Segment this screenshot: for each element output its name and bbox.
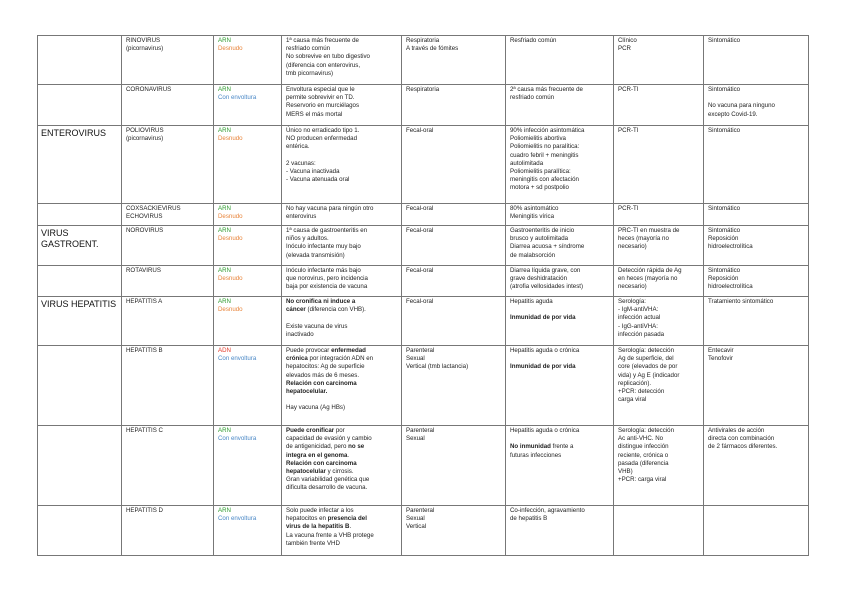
treatment-cell: Sintomático No vacuna para ninguno excepto Covid-19. <box>704 85 809 126</box>
table-row <box>38 346 809 426</box>
treatment-cell: Sintomático Reposición hidroelectrolítica <box>704 266 809 297</box>
clinic-cell: 2ª causa más frecuente de resfriado común <box>506 85 614 126</box>
clinic-cell: 80% asintomático Meningitis vírica <box>506 204 614 226</box>
table-row <box>38 426 809 506</box>
virus-table <box>37 35 809 556</box>
diagnosis-cell <box>614 506 704 556</box>
treatment-cell: Entecavir Tenofovir <box>704 346 809 426</box>
transmission-cell: Fecal-oral <box>402 204 506 226</box>
virus-cell: HEPATITIS D <box>122 506 214 556</box>
diagnosis-cell: PCR-TI <box>614 204 704 226</box>
transmission-cell: Parenteral Sexual Vertical (tmb lactancia) <box>402 346 506 426</box>
genome-cell: ARN Con envoltura <box>214 426 282 506</box>
table-row <box>38 204 809 226</box>
table-row <box>38 297 809 346</box>
features-cell: Único no erradicado tipo 1. NO producen enfermedad entérica. 2 vacunas: - Vacuna inactivada - Vacuna atenuada oral <box>282 126 402 204</box>
features-cell: Puede cronificar por capacidad de evasión y cambio de antigenicidad, pero no se integra en el genoma. Relación con carcinoma hepatocelular y cirrosis. Gran variabilidad genética que dificulta desarrollo de vacuna. <box>282 426 402 506</box>
genome-cell: ARN Desnudo <box>214 297 282 346</box>
features-cell: Envoltura especial que le permite sobrevivir en TD. Reservorio en murciélagos MERS el más mortal <box>282 85 402 126</box>
clinic-cell: Resfriado común <box>506 36 614 85</box>
virus-cell: POLIOVIRUS (picornavirus) <box>122 126 214 204</box>
treatment-cell <box>704 506 809 556</box>
transmission-cell: Fecal-oral <box>402 226 506 266</box>
genome-cell: ARN Desnudo <box>214 204 282 226</box>
features-cell: No hay vacuna para ningún otro enterovirus <box>282 204 402 226</box>
features-cell: Puede provocar enfermedad crónica por integración ADN en hepatocitos: Ag de superficie elevados más de 6 meses. Relación con carcinoma hepatocelular. Hay vacuna (Ag HBs) <box>282 346 402 426</box>
diagnosis-cell: PCR-TI <box>614 126 704 204</box>
clinic-cell: 90% infección asintomática Poliomielitis abortiva Poliomielitis no paralítica: cuadro febril + meningitis autolimitada Poliomielitis paralítica: meningitis con afectación motora + sd postpolio <box>506 126 614 204</box>
transmission-cell: Fecal-oral <box>402 266 506 297</box>
virus-cell: NOROVIRUS <box>122 226 214 266</box>
group-cell <box>38 506 122 556</box>
table-row <box>38 85 809 126</box>
virus-cell: HEPATITIS C <box>122 426 214 506</box>
clinic-cell: Diarrea líquida grave, con grave deshidratación (atrofia vellosidades intest) <box>506 266 614 297</box>
diagnosis-cell: Serología: detección Ac anti-VHC. No distingue infección reciente, crónica o pasada (diferencia VHB) +PCR: carga viral <box>614 426 704 506</box>
features-cell: 1ª causa más frecuente de resfriado común No sobrevive en tubo digestivo (diferencia con enterovirus, tmb picornavirus) <box>282 36 402 85</box>
group-label: VIRUS GASTROENT. <box>38 226 122 266</box>
clinic-cell: Co-infección, agravamiento de hepatitis B <box>506 506 614 556</box>
diagnosis-cell: Detección rápida de Ag en heces (mayoría no necesario) <box>614 266 704 297</box>
diagnosis-cell: PCR-TI <box>614 85 704 126</box>
genome-cell: ARN Desnudo <box>214 266 282 297</box>
transmission-cell: Respiratoria <box>402 85 506 126</box>
table-row <box>38 126 809 204</box>
table-row <box>38 226 809 266</box>
treatment-cell: Sintomático Reposición hidroelectrolítica <box>704 226 809 266</box>
group-cell <box>38 36 122 85</box>
treatment-cell: Sintomático <box>704 36 809 85</box>
group-cell <box>38 426 122 506</box>
features-cell: 1ª causa de gastroenteritis en niños y adultos. Inóculo infectante muy bajo (elevada transmisión) <box>282 226 402 266</box>
genome-cell: ARN Desnudo <box>214 126 282 204</box>
group-label: VIRUS HEPATITIS <box>38 297 122 346</box>
virus-cell: HEPATITIS B <box>122 346 214 426</box>
virus-cell: ROTAVIRUS <box>122 266 214 297</box>
diagnosis-cell: Serología: detección Ag de superficie, del core (elevados de por vida) y Ag E (indicador replicación). +PCR: detección carga viral <box>614 346 704 426</box>
virus-cell: COXSACKIEVIRUS ECHOVIRUS <box>122 204 214 226</box>
treatment-cell: Sintomático <box>704 126 809 204</box>
clinic-cell: Gastroenteritis de inicio brusco y autolimitada Diarrea acuosa + síndrome de malabsorción <box>506 226 614 266</box>
group-cell <box>38 346 122 426</box>
treatment-cell: Sintomático <box>704 204 809 226</box>
genome-cell: ARN Con envoltura <box>214 506 282 556</box>
transmission-cell: Fecal-oral <box>402 126 506 204</box>
table-row <box>38 266 809 297</box>
table-row <box>38 36 809 85</box>
genome-cell: ARN Desnudo <box>214 36 282 85</box>
group-cell <box>38 85 122 126</box>
transmission-cell: Parenteral Sexual <box>402 426 506 506</box>
transmission-cell: Fecal-oral <box>402 297 506 346</box>
diagnosis-cell: PRC-TI en muestra de heces (mayoría no necesario) <box>614 226 704 266</box>
virus-cell: RINOVIRUS (picornavirus) <box>122 36 214 85</box>
features-cell: Solo puede infectar a los hepatocitos en presencia del virus de la hepatitis B. La vacuna frente a VHB protege también frente VHD <box>282 506 402 556</box>
transmission-cell: Parenteral Sexual Vertical <box>402 506 506 556</box>
virus-cell: CORONAVIRUS <box>122 85 214 126</box>
features-cell: Inóculo infectante más bajo que norovirus, pero incidencia baja por existencia de vacuna <box>282 266 402 297</box>
genome-cell: ARN Desnudo <box>214 226 282 266</box>
clinic-cell: Hepatitis aguda o crónica No inmunidad frente a futuras infecciones <box>506 426 614 506</box>
genome-cell: ADN Con envoltura <box>214 346 282 426</box>
group-label: ENTEROVIRUS <box>38 126 122 204</box>
table-row <box>38 506 809 556</box>
treatment-cell: Antivirales de acción directa con combinación de 2 fármacos diferentes. <box>704 426 809 506</box>
clinic-cell: Hepatitis aguda Inmunidad de por vida <box>506 297 614 346</box>
virus-cell: HEPATITIS A <box>122 297 214 346</box>
diagnosis-cell: Clínico PCR <box>614 36 704 85</box>
group-cell <box>38 204 122 226</box>
genome-cell: ARN Con envoltura <box>214 85 282 126</box>
treatment-cell: Tratamiento sintomático <box>704 297 809 346</box>
diagnosis-cell: Serología: - IgM-antiVHA: infección actual - IgG-antiVHA: infección pasada <box>614 297 704 346</box>
clinic-cell: Hepatitis aguda o crónica Inmunidad de por vida <box>506 346 614 426</box>
group-cell <box>38 266 122 297</box>
features-cell: No cronifica ni induce a cáncer (diferencia con VHB). Existe vacuna de virus inactivado <box>282 297 402 346</box>
transmission-cell: Respiratoria A través de fómites <box>402 36 506 85</box>
